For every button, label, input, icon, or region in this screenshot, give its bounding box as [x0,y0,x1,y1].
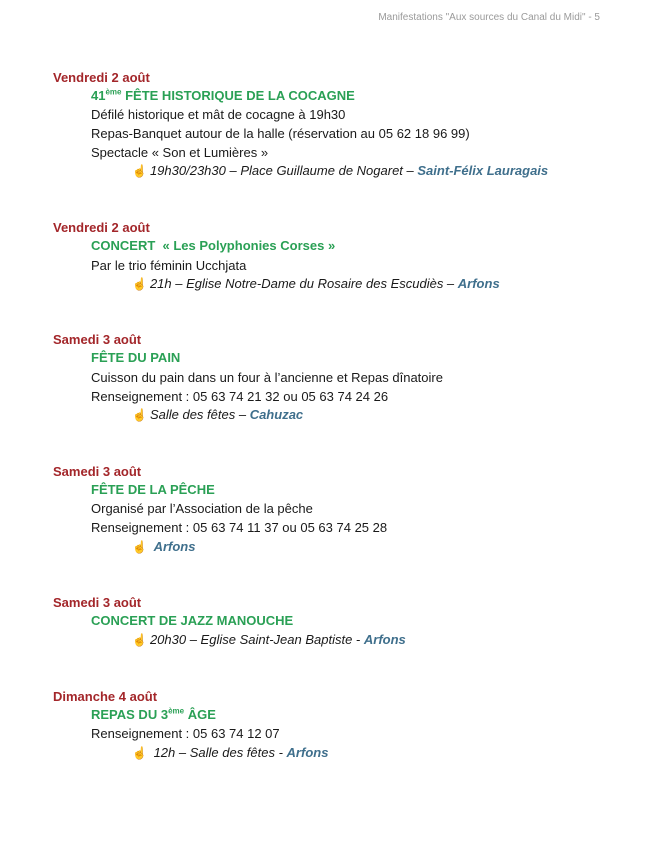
event-place: Saint-Félix Lauragais [417,163,549,178]
event-date: Samedi 3 août [53,332,142,347]
event-detail: Défilé historique et mât de cocagne à 19h30 [91,107,346,122]
pointing-hand-icon: ☝ [132,633,147,647]
page-header: Manifestations "Aux sources du Canal du Midi" - 5 [378,12,600,23]
pointing-hand-icon: ☝ [132,164,147,178]
event-location: ☝ Salle des fêtes – Cahuzac [132,407,304,422]
event-detail: Organisé par l’Association de la pêche [91,501,313,516]
event-location: ☝ 12h – Salle des fêtes - Arfons [132,745,329,760]
event-title: FÊTE DU PAIN [91,350,181,365]
pointing-hand-icon: ☝ [132,746,147,760]
event-place: Arfons [153,539,196,554]
event-detail: Repas-Banquet autour de la halle (réservation au 05 62 18 96 99) [91,126,470,141]
event-place: Arfons [363,632,406,647]
event-place: Arfons [457,276,500,291]
event-location: ☝ 20h30 – Eglise Saint-Jean Baptiste - Arfons [132,632,406,647]
event-date: Vendredi 2 août [53,220,150,235]
event-title: 41ème FÊTE HISTORIQUE DE LA COCAGNE [91,87,355,103]
pointing-hand-icon: ☝ [132,408,147,422]
event-location: ☝ 21h – Eglise Notre-Dame du Rosaire des Escudiès – Arfons [132,276,500,291]
event-title: REPAS DU 3ème ÂGE [91,706,216,722]
event-detail: Par le trio féminin Ucchjata [91,258,247,273]
event-title: FÊTE DE LA PÊCHE [91,482,215,497]
event-place: Arfons [286,745,329,760]
event-date: Samedi 3 août [53,595,142,610]
event-place: Cahuzac [249,407,304,422]
event-date: Samedi 3 août [53,464,142,479]
event-detail: Cuisson du pain dans un four à l’ancienne et Repas dînatoire [91,370,443,385]
event-detail: Renseignement : 05 63 74 11 37 ou 05 63 74 25 28 [91,520,388,535]
pointing-hand-icon: ☝ [132,277,147,291]
event-title: CONCERT DE JAZZ MANOUCHE [91,613,294,628]
event-location [132,539,195,554]
event-detail: Renseignement : 05 63 74 21 32 ou 05 63 74 24 26 [91,389,389,404]
event-date: Dimanche 4 août [53,689,158,704]
pointing-hand-icon: ☝ [132,540,147,554]
event-title: CONCERT « Les Polyphonies Corses » [91,238,336,253]
event-detail: Renseignement : 05 63 74 12 07 [91,726,280,741]
event-detail: Spectacle « Son et Lumières » [91,145,269,160]
event-location: ☝ 19h30/23h30 – Place Guillaume de Nogaret – Saint-Félix Lauragais [132,163,549,178]
event-date: Vendredi 2 août [53,70,150,85]
